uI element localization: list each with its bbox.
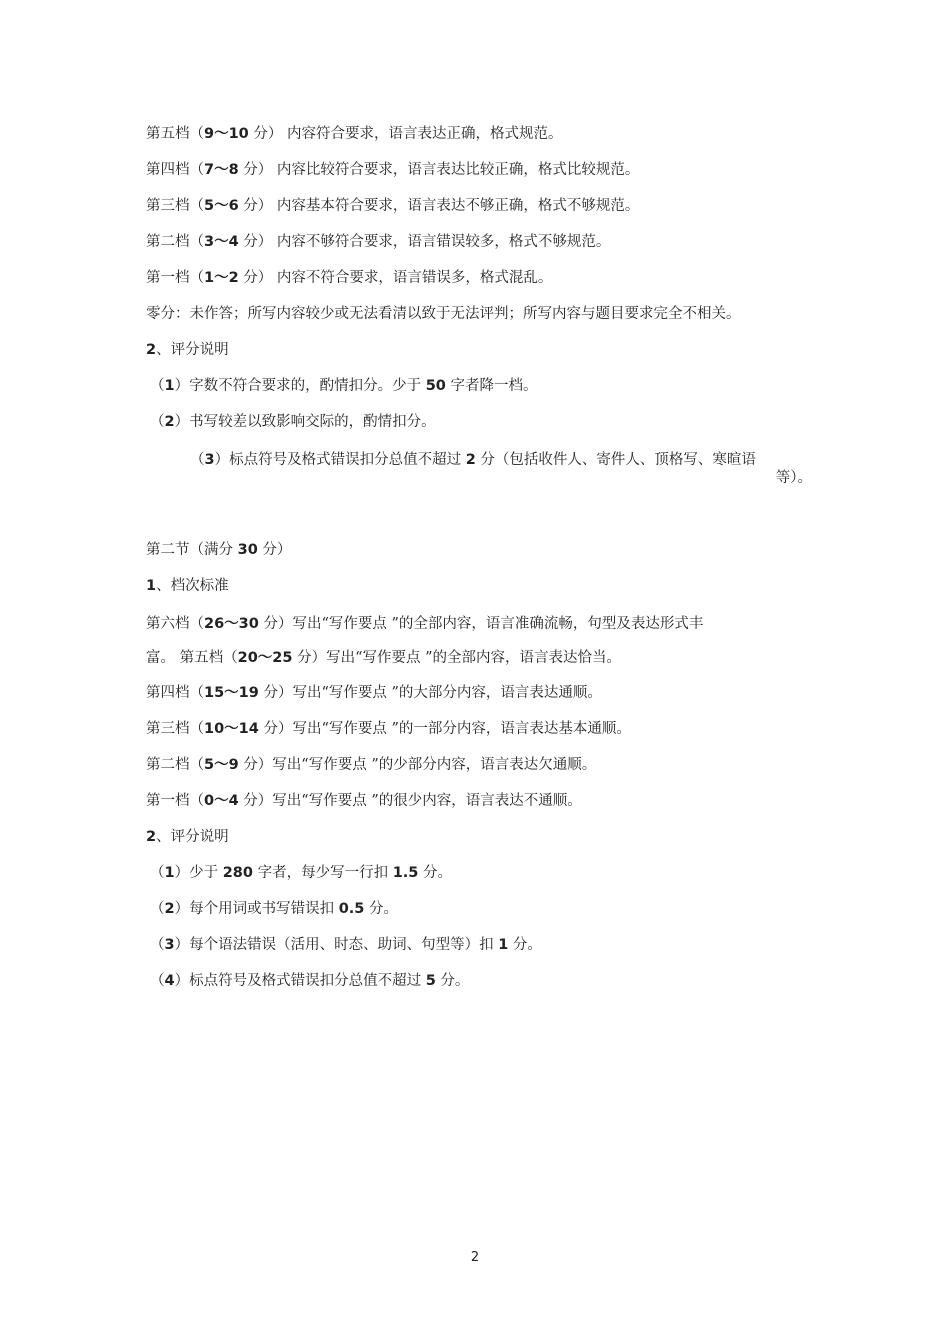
note-line: （2）每个用词或书写错误扣 0.5 分。 <box>150 901 398 917</box>
tier-line: 第三档（10～14 分）写出“写作要点 ”的一部分内容，语言表达基本通顺。 <box>146 721 631 737</box>
tier-line: 第一档（0～4 分）写出“写作要点 ”的很少内容，语言表达不通顺。 <box>146 793 582 809</box>
note-line: （1）少于 280 字者，每少写一行扣 1.5 分。 <box>150 865 452 881</box>
notes-heading: 2、评分说明 <box>146 342 229 358</box>
note-line: （2）书写较差以致影响交际的，酌情扣分。 <box>150 414 436 430</box>
tier-line: 第二档（3～4 分） 内容不够符合要求，语言错误较多，格式不够规范。 <box>146 234 611 250</box>
zero-score-line: 零分：未作答；所写内容较少或无法看清以致于无法评判；所写内容与题目要求完全不相关。 <box>146 306 741 322</box>
note-line: （4）标点符号及格式错误扣分总值不超过 5 分。 <box>150 973 470 989</box>
tier-line: 第三档（5～6 分） 内容基本符合要求，语言表达不够正确，格式不够规范。 <box>146 198 640 214</box>
page-number: 2 <box>470 1250 480 1265</box>
note-line-wrapped: （3）标点符号及格式错误扣分总值不超过 2 分（包括收件人、寄件人、顶格写、寒暄语 等）。 <box>190 452 812 486</box>
note-line: （3）每个语法错误（活用、时态、助词、句型等）扣 1 分。 <box>150 937 542 953</box>
note-line: （1）字数不符合要求的，酌情扣分。少于 50 字者降一档。 <box>150 378 538 394</box>
tier-line: 第一档（1～2 分） 内容不符合要求，语言错误多，格式混乱。 <box>146 270 553 286</box>
notes-heading: 2、评分说明 <box>146 829 229 845</box>
tier-line: 第二档（5～9 分）写出“写作要点 ”的少部分内容，语言表达欠通顺。 <box>146 757 597 773</box>
tier-heading: 1、档次标准 <box>146 578 229 594</box>
tier-line: 富。 第五档（20～25 分）写出“写作要点 ”的全部内容，语言表达恰当。 <box>146 650 622 666</box>
tier-line: 第四档（15～19 分）写出“写作要点 ”的大部分内容，语言表达通顺。 <box>146 685 602 701</box>
note-line-tail: 等）。 <box>775 470 812 486</box>
tier-line: 第六档（26～30 分）写出“写作要点 ”的全部内容，语言准确流畅，句型及表达形式丰 <box>146 616 704 632</box>
tier-line: 第五档（9～10 分） 内容符合要求，语言表达正确，格式规范。 <box>146 126 563 142</box>
section-title: 第二节（满分 30 分） <box>146 542 292 558</box>
tier-line: 第四档（7～8 分） 内容比较符合要求，语言表达比较正确，格式比较规范。 <box>146 162 640 178</box>
